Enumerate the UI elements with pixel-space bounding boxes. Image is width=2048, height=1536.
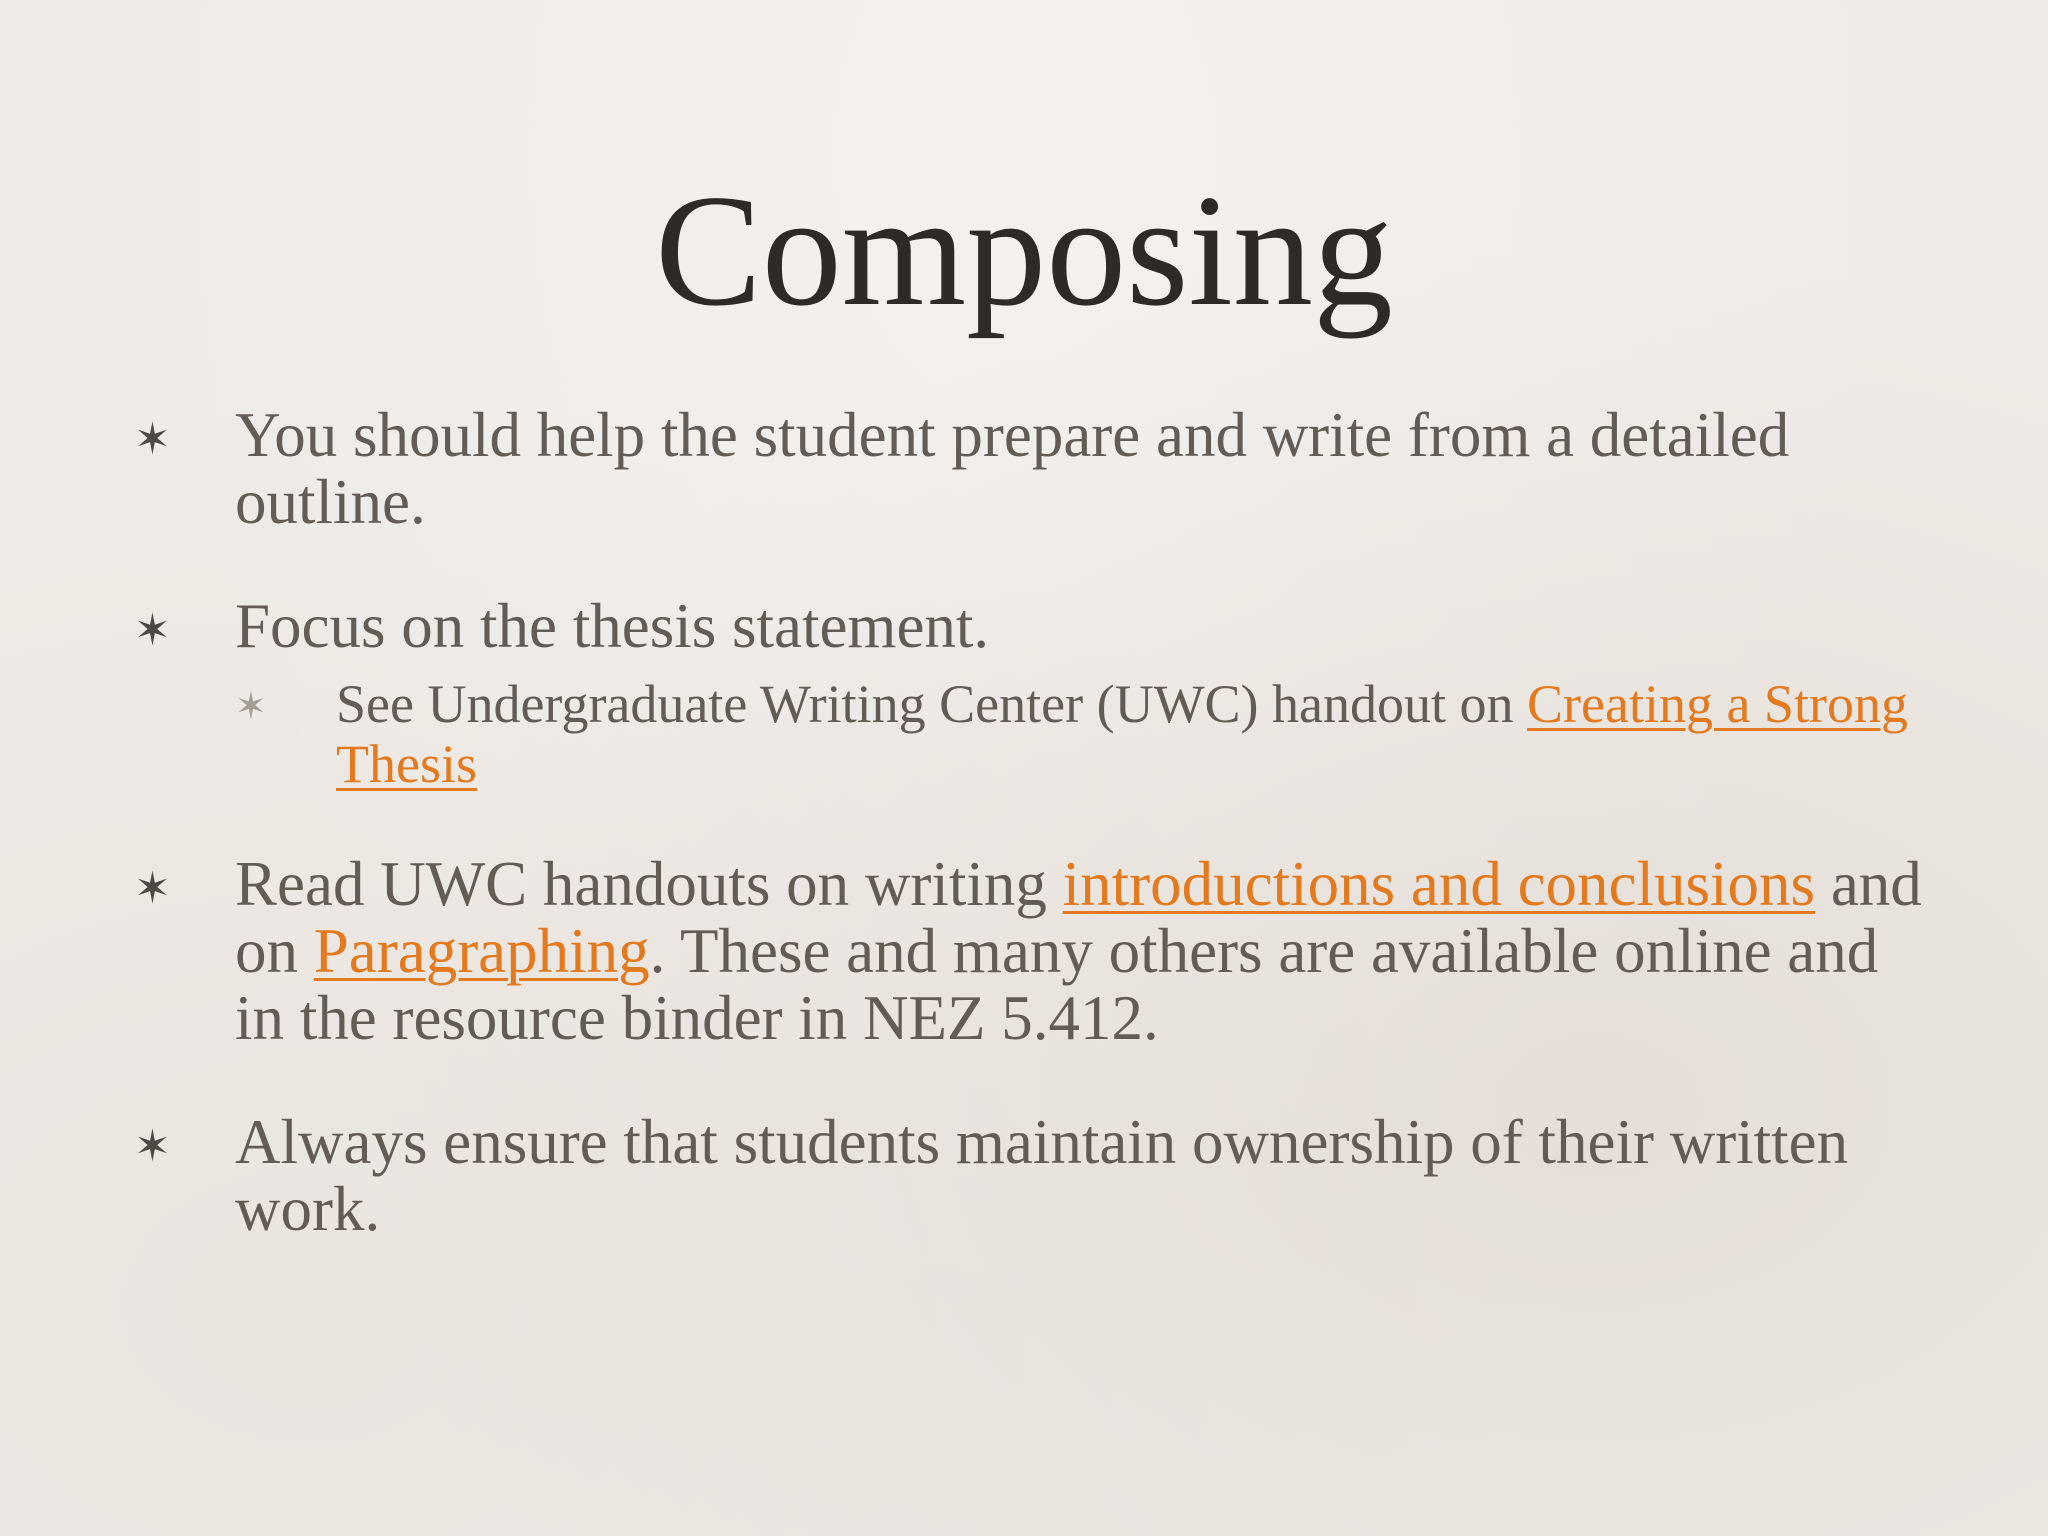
slide-title: Composing [655, 161, 1393, 339]
star-bullet-icon: ✶ [134, 863, 171, 914]
paragraphing-link[interactable]: Paragraphing [313, 916, 650, 986]
bullet-item-thesis [134, 593, 1934, 794]
star-bullet-icon: ✶ [134, 605, 171, 656]
star-sub-bullet-icon: ✶ [235, 684, 267, 728]
bullet-text: You should help the student prepare and write from a detailed outline. [235, 400, 1790, 537]
sub-bullet-item-thesis-handout [235, 674, 1934, 794]
sub-bullet-list [235, 674, 1934, 794]
sub-bullet-text: See Undergraduate Writing Center (UWC) handout on [336, 674, 1528, 734]
bullet-item-ownership [134, 1109, 1934, 1243]
bullet-text-middle: and on [235, 849, 1922, 986]
introductions-conclusions-link[interactable]: introductions and conclusions [1062, 849, 1816, 919]
bullet-text: Focus on the thesis statement. [235, 591, 990, 661]
bullet-text-after: . These and many others are available online and in the resource binder in NEZ 5.412. [235, 916, 1879, 1053]
bullet-item-outline [134, 402, 1934, 536]
bullet-text: Always ensure that students maintain ownership of their written work. [235, 1107, 1849, 1244]
star-bullet-icon: ✶ [134, 1121, 171, 1172]
bullet-text-before: Read UWC handouts on writing [235, 849, 1063, 919]
creating-strong-thesis-link[interactable]: Creating a Strong Thesis [336, 674, 1908, 794]
star-bullet-icon: ✶ [134, 414, 171, 465]
bullet-list [134, 402, 1934, 1243]
bullet-item-handouts [134, 851, 1934, 1052]
